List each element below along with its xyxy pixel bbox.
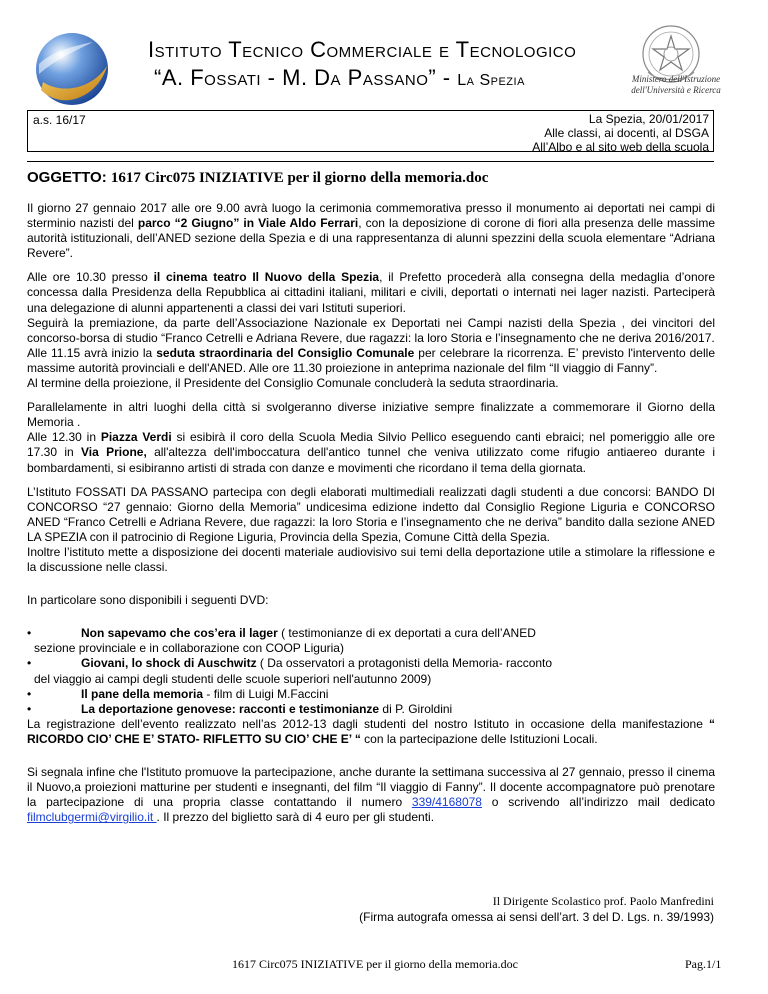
- dvd-title: Giovani, lo shock di Auschwitz: [81, 656, 257, 671]
- text: Al termine della proiezione, il Presidente del Consiglio Comunale concluderà la seduta straordinaria.: [27, 376, 559, 391]
- paragraph-contests: [27, 485, 715, 576]
- school-logo-icon: [33, 30, 111, 108]
- paragraph-recording: [27, 717, 715, 747]
- text: o scrivendo all’indirizzo mail dedicato: [481, 795, 715, 810]
- dvd-title: Non sapevamo che cos’era il lager: [81, 626, 278, 641]
- list-item: [27, 626, 715, 641]
- subject-line: [27, 169, 488, 187]
- text-bold: seduta straordinaria del Consiglio Comunale: [156, 345, 415, 360]
- text: , il Prefetto procederà alla consegna della medaglia d’onore concessa dalla Presidenza della Repubblica ai cittadini italiani, militari e civili, deportati o internati nei lager nazisti. Parteciperà una delegazione di alunni appartenenti a classi dei vari Istituti superiori.: [27, 270, 715, 315]
- text: . Il prezzo del biglietto sarà di 4 euro per gli studenti.: [156, 810, 435, 825]
- school-year: a.s. 16/17: [33, 113, 86, 127]
- dvd-description: ( Da osservatori a protagonisti della Memoria- racconto: [256, 656, 553, 671]
- signature-name: Il Dirigente Scolastico prof. Paolo Manfredini: [492, 894, 714, 908]
- text: , con la deposizione di corone di fiori alla presenza delle massime autorità istituzionali, dell’ANED sezione della Spezia e di una rappresentanza di alunni spezzini della scuola elementare “Adriana Revere”.: [27, 216, 715, 261]
- ministry-label: [620, 74, 732, 96]
- recipients-line1: Alle classi, ai docenti, al DSGA: [544, 126, 709, 140]
- address-box: [27, 110, 714, 152]
- ministry-line1: Ministero dell'Istruzione: [631, 74, 721, 84]
- text-bold: Piazza Verdi: [100, 430, 172, 445]
- bullet: •: [27, 626, 32, 641]
- text: con la partecipazione delle Istituzioni Locali.: [360, 731, 598, 746]
- subject-label: OGGETTO:: [27, 169, 107, 186]
- signature-note: (Firma autografa omessa ai sensi dell’art. 3 del D. Lgs. n. 39/1993): [359, 910, 714, 924]
- school-name-text: “A. Fossati - M. Da Passano” -: [154, 65, 451, 90]
- school-city: La Spezia: [457, 72, 525, 89]
- paragraph-cinema: [27, 270, 715, 391]
- recipients-line2: All’Albo e al sito web della scuola: [532, 140, 709, 154]
- list-item: [27, 702, 715, 717]
- text: all'altezza dell'imboccatura dell'antico tunnel che veniva utilizzato come rifugio antiaereo durante i bombardamenti, si esibiranno artisti di strada con danze e movimenti che ricordano il tema della giornata.: [27, 445, 715, 475]
- list-item: [27, 687, 715, 702]
- paragraph-parallel-events: [27, 400, 715, 475]
- dvd-description: di P. Giroldini: [379, 701, 453, 716]
- text: per celebrare la ricorrenza. E’ previsto l'intervento delle massime autorità provinciali e dell'ANED. Alle ore 11.30 proiezione in anteprima nazionale del film “Il viaggio di Fanny”.: [27, 345, 715, 375]
- text-bold: parco “2 Giugno” in Viale Aldo Ferrari: [137, 216, 359, 231]
- text: Parallelamente in altri luoghi della città si svolgeranno diverse iniziative sempre finalizzate a commemorare il Giorno della Memoria .: [27, 400, 715, 430]
- phone-link[interactable]: 339/4168078: [411, 795, 482, 810]
- ministry-line2: dell'Università e Ricerca: [631, 85, 721, 95]
- dvd-title: La deportazione genovese: racconti e testimonianze: [81, 701, 380, 716]
- divider: [27, 161, 714, 162]
- text: Inoltre l’istituto mette a disposizione dei docenti materiale audiovisivo sui temi della deportazione utile a stimolare la riflessione e la discussione nelle classi.: [27, 544, 715, 575]
- school-name-line2: [154, 64, 628, 95]
- school-name: [148, 36, 628, 95]
- text: Alle 11.15 avrà inizio la: [27, 345, 157, 360]
- text: Il giorno 27 gennaio 2017 alle ore 9.00 avrà luogo la cerimonia commemorativa presso il monumento ai deportati nei campi di sterminio nazisti del: [27, 201, 715, 231]
- list-item-continuation: del viaggio ai campi degli studenti delle scuole superiori nell'autunno 2009): [34, 671, 432, 686]
- bullet: •: [27, 686, 32, 701]
- text-bold: Via Prione,: [81, 445, 147, 460]
- list-item-continuation: sezione provinciale e in collaborazione con COOP Liguria): [34, 641, 344, 656]
- signature-block: [359, 893, 714, 925]
- dvd-title: Il pane della memoria: [81, 686, 204, 701]
- footer-title: 1617 Circ075 INIZIATIVE per il giorno della memoria.doc: [232, 957, 518, 971]
- school-name-line1: Istituto Tecnico Commerciale e Tecnologico: [148, 37, 577, 62]
- dvd-description: - film di Luigi M.Faccini: [203, 686, 329, 701]
- paragraph-screenings: [27, 765, 715, 825]
- paragraph-ceremony: [27, 201, 715, 261]
- text: L’Istituto FOSSATI DA PASSANO partecipa con degli elaborati multimediali realizzati dagli studenti a due concorsi: BANDO DI CONCORSO “27 gennaio: Giorno della Memoria” undicesima edizione indetto dal Consiglio Regione Liguria e CONCORSO ANED “Franco Cetrelli e Adriana Revere, due ragazzi: la loro Storia e l’insegnamento che ne deriva” bandito dalla sezione ANED LA SPEZIA con il patrocinio di Regione Liguria, Provincia della Spezia, Comune Città della Spezia.: [27, 484, 715, 544]
- bullet: •: [27, 701, 32, 716]
- text: La registrazione dell’evento realizzato nell’as 2012-13 dagli studenti del nostro Istituto in occasione della manifestazione: [27, 716, 709, 731]
- text: Alle ore 10.30 presso: [27, 270, 154, 285]
- footer-page-number: Pag.1/1: [685, 957, 722, 971]
- dvd-description: ( testimonianze di ex deportati a cura dell’ANED: [277, 626, 536, 641]
- text: Seguirà la premiazione, da parte dell’Associazione Nazionale ex Deportati nei Campi nazisti della Spezia , dei vincitori del concorso-borsa di studio “Franco Cetrelli e Adriana Revere, due ragazzi: la loro Storia e l’insegnamento che ne deriva 2016/2017.: [27, 315, 715, 345]
- recipients-block: [532, 112, 709, 154]
- text-bold: il cinema teatro Il Nuovo della Spezia: [153, 270, 380, 285]
- circular-body: [27, 201, 715, 834]
- list-item: [27, 656, 715, 671]
- paragraph-dvd-intro: In particolare sono disponibili i seguenti DVD:: [27, 593, 269, 608]
- text-bold: “ RICORDO CIO’ CHE E’ STATO- RIFLETTO SU CIO’ CHE E’ “: [27, 716, 715, 746]
- email-link[interactable]: filmclubgermi@virgilio.it: [27, 810, 157, 825]
- text: Si segnala infine che l'Istituto promuove la partecipazione, anche durante la settimana successiva al 27 gennaio, presso il cinema il Nuovo,a proiezioni matturine per studenti e insegnanti, del film “Il viaggio di Fanny”. Il docente accompagnatore può prenotare la partecipazione di una propria classe contattando il numero: [27, 765, 715, 810]
- dvd-list: [27, 626, 715, 747]
- text: si esibirà il coro della Scuola Media Silvio Pellico eseguendo canti ebraici; nel pomeriggio alle ore 17.30 in: [27, 430, 715, 460]
- bullet: •: [27, 656, 32, 671]
- place-date: La Spezia, 20/01/2017: [588, 112, 709, 126]
- text: Alle 12.30 in: [27, 430, 101, 445]
- subject-text: 1617 Circ075 INIZIATIVE per il giorno della memoria.doc: [110, 170, 489, 186]
